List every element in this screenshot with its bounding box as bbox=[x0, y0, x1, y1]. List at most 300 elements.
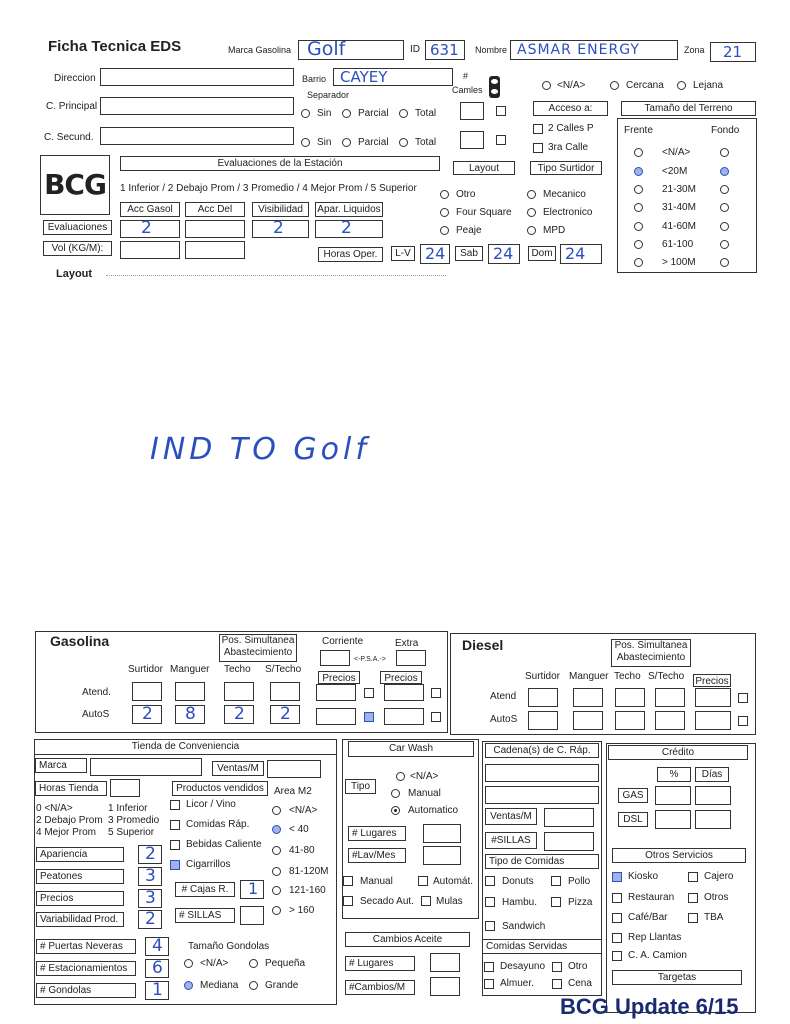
g-atend-techo[interactable] bbox=[224, 682, 254, 701]
sandwich-label: Sandwich bbox=[502, 921, 546, 932]
terreno-fondo-radio-1[interactable] bbox=[720, 167, 729, 176]
area-160-label: > 160 bbox=[289, 905, 315, 916]
form-title: Ficha Tecnica EDS bbox=[48, 38, 182, 55]
diesel-title: Diesel bbox=[462, 637, 504, 653]
terreno-fondo-radio-0[interactable] bbox=[720, 148, 729, 157]
terreno-frente-radio-3[interactable] bbox=[634, 203, 643, 212]
gondola-grande-radio[interactable] bbox=[249, 981, 258, 990]
g-atend-label: Atend. bbox=[82, 687, 111, 698]
proximity-cercana-radio[interactable] bbox=[610, 81, 619, 90]
terreno-fondo-radio-5[interactable] bbox=[720, 240, 729, 249]
camion-check[interactable] bbox=[612, 951, 622, 961]
cw-lavmes-field[interactable] bbox=[423, 846, 461, 865]
eval-apar-value: 2 bbox=[341, 218, 352, 238]
cambios-lugares-label: # Lugares bbox=[345, 956, 415, 971]
lv-label: L-V bbox=[391, 246, 415, 261]
pizza-label: Pizza bbox=[568, 897, 593, 908]
cambios-header: Cambios Aceite bbox=[345, 932, 470, 947]
d-autos-label: AutoS bbox=[490, 714, 518, 725]
cajero-label: Cajero bbox=[704, 871, 734, 882]
camles-hash: # bbox=[463, 71, 469, 81]
d-autos-surtidor[interactable] bbox=[528, 711, 558, 730]
rating-value-3: 2 bbox=[145, 909, 156, 929]
prod-licor-label: Licor / Vino bbox=[186, 799, 236, 810]
cp-sin-radio[interactable] bbox=[301, 109, 310, 118]
cw-na-label: <N/A> bbox=[410, 771, 439, 782]
area-41-80-label: 41-80 bbox=[289, 845, 315, 856]
rating-value-4: 4 bbox=[152, 936, 163, 956]
id-value: 631 bbox=[430, 41, 459, 59]
rating-field-1[interactable] bbox=[138, 867, 162, 886]
cw-automat-label: Automát. bbox=[433, 876, 474, 887]
corriente-field[interactable] bbox=[320, 650, 350, 666]
surtidor-header: Tipo Surtidor bbox=[530, 161, 602, 175]
barrio-label: Barrio bbox=[302, 74, 327, 84]
col-visibilidad: Visibilidad bbox=[252, 202, 309, 217]
evaluaciones-header: Evaluaciones de la Estación bbox=[120, 156, 440, 171]
scale-5: 5 Superior bbox=[108, 827, 155, 838]
credito-dsl-dias[interactable] bbox=[695, 810, 731, 829]
surtidor-mpd-radio[interactable] bbox=[527, 226, 536, 235]
rating-field-3[interactable] bbox=[138, 910, 162, 929]
terreno-frente-radio-2[interactable] bbox=[634, 185, 643, 194]
cadena-ventas-field[interactable] bbox=[544, 808, 594, 827]
area-41-80-radio[interactable] bbox=[272, 846, 281, 855]
rating-field-2[interactable] bbox=[138, 889, 162, 908]
id-field[interactable] bbox=[425, 40, 465, 60]
cadena-field-1[interactable] bbox=[485, 764, 599, 782]
restauran-check[interactable] bbox=[612, 893, 622, 903]
gondola-mediana-radio[interactable] bbox=[184, 981, 193, 990]
gasolina-pos-label: Pos. Simultanea bbox=[221, 635, 295, 646]
cp-total-label: Total bbox=[415, 108, 437, 119]
rating-label-1: Peatones bbox=[36, 869, 124, 884]
eval-acc-gasol-value: 2 bbox=[141, 218, 152, 238]
rating-label-4: # Puertas Neveras bbox=[36, 939, 136, 954]
sab-value: 24 bbox=[493, 244, 514, 263]
id-label: ID bbox=[410, 44, 420, 55]
cambios-cambios-field[interactable] bbox=[430, 977, 460, 996]
diesel-pos-label: Pos. Simultanea bbox=[614, 640, 688, 651]
g-autos-techo[interactable] bbox=[224, 705, 254, 724]
surtidor-electronico-label: Electronico bbox=[543, 207, 593, 218]
cw-na-radio[interactable] bbox=[396, 772, 405, 781]
d-manguer-label: Manguer bbox=[569, 671, 609, 682]
g-stecho-label: S/Techo bbox=[265, 664, 302, 675]
area-160-radio[interactable] bbox=[272, 906, 281, 915]
terreno-fondo-radio-6[interactable] bbox=[720, 258, 729, 267]
evaluaciones-scale: 1 Inferior / 2 Debajo Prom / 3 Promedio / 4 Mejor Prom / 5 Superior bbox=[120, 183, 417, 194]
cs-sin-radio[interactable] bbox=[301, 138, 310, 147]
direccion-field[interactable] bbox=[100, 68, 294, 86]
g-autos-precio-1[interactable] bbox=[316, 708, 356, 725]
tba-label: TBA bbox=[704, 912, 724, 923]
zona-field[interactable] bbox=[710, 42, 756, 62]
desayuno-label: Desayuno bbox=[500, 961, 546, 972]
g-autos-surtidor-value: 2 bbox=[142, 704, 153, 724]
cw-auto-label: Automatico bbox=[408, 805, 459, 816]
otros-servicios-header: Otros Servicios bbox=[612, 848, 746, 863]
cp-total-radio[interactable] bbox=[399, 109, 408, 118]
gondola-pequena-label: Pequeña bbox=[265, 958, 306, 969]
cw-mulas-check[interactable] bbox=[421, 896, 431, 906]
rating-field-0[interactable] bbox=[138, 845, 162, 864]
acceso-header: Acceso a: bbox=[533, 101, 608, 116]
direccion-label: Direccion bbox=[54, 73, 96, 84]
dom-field[interactable] bbox=[560, 244, 602, 264]
vol-field-2[interactable] bbox=[185, 241, 245, 259]
eval-visibilidad-field[interactable] bbox=[252, 220, 309, 238]
rep-llantas-check[interactable] bbox=[612, 933, 622, 943]
tba-check[interactable] bbox=[688, 913, 698, 923]
cw-auto-radio[interactable] bbox=[391, 806, 400, 815]
cafe-label: Café/Bar bbox=[628, 912, 668, 923]
gasolina-pos-box bbox=[219, 634, 297, 662]
eval-acc-del-field[interactable] bbox=[185, 220, 245, 238]
vol-label: Vol (KG/M): bbox=[43, 241, 112, 256]
layout-peaje-label: Peaje bbox=[456, 225, 482, 236]
terreno-fondo-radio-4[interactable] bbox=[720, 222, 729, 231]
dom-label: Dom bbox=[528, 246, 556, 261]
carwash-tipo-label: Tipo bbox=[345, 779, 376, 794]
vol-field-1[interactable] bbox=[120, 241, 180, 259]
nombre-value: ASMAR ENERGY bbox=[517, 42, 640, 58]
gondola-grande-label: Grande bbox=[265, 980, 299, 991]
barrio-field[interactable] bbox=[333, 68, 453, 86]
pollo-check[interactable] bbox=[551, 876, 561, 886]
cp-parcial-radio[interactable] bbox=[342, 109, 351, 118]
d-atend-stecho[interactable] bbox=[655, 688, 685, 707]
credito-pct-label: % bbox=[657, 767, 691, 782]
proximity-lejana-label: Lejana bbox=[693, 80, 724, 91]
terreno-row-label-5: 61-100 bbox=[662, 239, 694, 250]
lv-field[interactable] bbox=[420, 244, 450, 264]
cp-camles-check[interactable] bbox=[496, 106, 506, 116]
cambios-cambios-label: #Cambios/M bbox=[345, 980, 415, 995]
camles-label: Camles bbox=[452, 85, 483, 95]
cambios-lugares-field[interactable] bbox=[430, 953, 460, 972]
cw-secado-check[interactable] bbox=[343, 896, 353, 906]
otros-check[interactable] bbox=[688, 893, 698, 903]
area-81-120-label: 81-120M bbox=[289, 866, 329, 877]
dom-value: 24 bbox=[565, 244, 586, 263]
g-precios-2-label: Precios bbox=[380, 671, 422, 684]
nombre-label: Nombre bbox=[475, 45, 508, 55]
scale-3: 3 Promedio bbox=[108, 815, 160, 826]
d-atend-techo[interactable] bbox=[615, 688, 645, 707]
d-atend-check[interactable] bbox=[738, 693, 748, 703]
prod-bebidas-check[interactable] bbox=[170, 840, 180, 850]
gondola-mediana-label: Mediana bbox=[200, 980, 239, 991]
rating-field-5[interactable] bbox=[145, 959, 169, 978]
separador-label: Separador bbox=[307, 90, 350, 100]
g-atend-surtidor[interactable] bbox=[132, 682, 162, 701]
layout-foursquare-radio[interactable] bbox=[440, 208, 449, 217]
prod-cigarrillos-check[interactable] bbox=[170, 860, 180, 870]
terreno-row-label-6: > 100M bbox=[662, 257, 696, 268]
cadena-ventas-label: Ventas/M bbox=[485, 808, 537, 825]
tipo-comidas-header: Tipo de Comidas bbox=[485, 854, 599, 869]
acceso-3calle-check[interactable] bbox=[533, 143, 543, 153]
gondola-na-label: <N/A> bbox=[200, 958, 229, 969]
layout-dotted-line bbox=[106, 275, 446, 276]
tienda-ventas-label: Ventas/M bbox=[212, 761, 264, 776]
g-atend-check-1[interactable] bbox=[364, 688, 374, 698]
eval-apar-field[interactable] bbox=[315, 220, 383, 238]
layout-header: Layout bbox=[453, 161, 515, 175]
cw-lugares-label: # Lugares bbox=[348, 826, 406, 841]
g-techo-label: Techo bbox=[224, 664, 251, 675]
terreno-frente-radio-6[interactable] bbox=[634, 258, 643, 267]
traffic-light-icon bbox=[489, 76, 500, 98]
prod-comidas-check[interactable] bbox=[170, 820, 180, 830]
gasolina-title: Gasolina bbox=[50, 633, 110, 649]
terreno-frente-radio-5[interactable] bbox=[634, 240, 643, 249]
carwash-header: Car Wash bbox=[348, 741, 474, 757]
g-autos-check-2[interactable] bbox=[431, 712, 441, 722]
terreno-row-label-4: 41-60M bbox=[662, 221, 696, 232]
cs-total-label: Total bbox=[415, 137, 437, 148]
hambu-check[interactable] bbox=[485, 897, 495, 907]
terreno-row-label-2: 21-30M bbox=[662, 184, 696, 195]
g-atend-stecho[interactable] bbox=[270, 682, 300, 701]
area-81-120-radio[interactable] bbox=[272, 867, 281, 876]
credito-dsl-pct[interactable] bbox=[655, 810, 691, 829]
d-autos-techo[interactable] bbox=[615, 711, 645, 730]
marca-value: Golf bbox=[307, 38, 346, 60]
terreno-header: Tamaño del Terreno bbox=[621, 101, 756, 116]
lv-value: 24 bbox=[425, 244, 446, 263]
cs-total-radio[interactable] bbox=[399, 138, 408, 147]
area-na-label: <N/A> bbox=[289, 805, 318, 816]
zona-value: 21 bbox=[723, 43, 743, 61]
cw-automat-check[interactable] bbox=[418, 876, 428, 886]
area-label: Area M2 bbox=[274, 786, 312, 797]
g-autos-label: AutoS bbox=[82, 709, 110, 720]
g-autos-check-1[interactable] bbox=[364, 712, 374, 722]
area-40-radio[interactable] bbox=[272, 825, 281, 834]
cadena-sillas-label: #SILLAS bbox=[485, 832, 537, 849]
cena-label: Cena bbox=[568, 978, 592, 989]
rating-label-0: Apariencia bbox=[36, 847, 124, 862]
d-autos-precio[interactable] bbox=[695, 711, 731, 730]
scale-2: 2 Debajo Prom bbox=[36, 815, 103, 826]
cafe-check[interactable] bbox=[612, 913, 622, 923]
proximity-na-label: <N/A> bbox=[557, 80, 586, 91]
layout-label: Layout bbox=[56, 268, 93, 280]
rating-label-6: # Gondolas bbox=[36, 983, 136, 998]
camion-label: C. A. Camion bbox=[628, 950, 687, 961]
rep-llantas-label: Rep Llantas bbox=[628, 932, 682, 943]
terreno-row-label-1: <20M bbox=[662, 166, 688, 177]
d-atend-manguer[interactable] bbox=[573, 688, 603, 707]
tienda-marca-field[interactable] bbox=[90, 758, 202, 776]
nombre-field[interactable] bbox=[510, 40, 678, 60]
g-autos-stecho[interactable] bbox=[270, 705, 300, 724]
cp-parcial-label: Parcial bbox=[358, 108, 389, 119]
credito-gas-pct[interactable] bbox=[655, 786, 691, 805]
sab-field[interactable] bbox=[488, 244, 520, 264]
barrio-value: CAYEY bbox=[340, 68, 388, 86]
cajas-field[interactable] bbox=[240, 880, 264, 899]
diesel-abast-label: Abastecimiento bbox=[616, 652, 686, 663]
terreno-frente: Frente bbox=[624, 125, 653, 136]
evaluaciones-row-label: Evaluaciones bbox=[43, 220, 112, 235]
rating-value-1: 3 bbox=[145, 866, 156, 886]
cp-sin-label: Sin bbox=[317, 108, 332, 119]
cadena-sillas-field[interactable] bbox=[544, 832, 594, 851]
tienda-sillas-field[interactable] bbox=[240, 906, 264, 925]
extra-field[interactable] bbox=[396, 650, 426, 666]
d-autos-check[interactable] bbox=[738, 716, 748, 726]
scale-1: 1 Inferior bbox=[108, 803, 148, 814]
handwritten-note: IND TO Golf bbox=[150, 432, 370, 467]
marca-label: Marca Gasolina bbox=[228, 45, 292, 55]
proximity-lejana-radio[interactable] bbox=[677, 81, 686, 90]
desayuno-check[interactable] bbox=[484, 962, 494, 972]
cs-camles-field[interactable] bbox=[460, 131, 484, 149]
otro-check[interactable] bbox=[552, 962, 562, 972]
terreno-fondo-radio-3[interactable] bbox=[720, 203, 729, 212]
col-apar-liquidos: Apar. Liquidos bbox=[315, 202, 383, 217]
rating-value-6: 1 bbox=[152, 980, 163, 1000]
otro-label: Otro bbox=[568, 961, 588, 972]
cadena-field-2[interactable] bbox=[485, 786, 599, 804]
tienda-header: Tienda de Conveniencia bbox=[34, 739, 337, 755]
tarjetas-header: Targetas bbox=[612, 970, 742, 985]
eval-visibilidad-value: 2 bbox=[273, 218, 284, 238]
cena-check[interactable] bbox=[552, 979, 562, 989]
cw-lugares-field[interactable] bbox=[423, 824, 461, 843]
gondola-pequena-radio[interactable] bbox=[249, 959, 258, 968]
g-atend-precio-1[interactable] bbox=[316, 684, 356, 701]
g-atend-check-2[interactable] bbox=[431, 688, 441, 698]
layout-peaje-radio[interactable] bbox=[440, 226, 449, 235]
pizza-check[interactable] bbox=[551, 897, 561, 907]
eval-acc-gasol-field[interactable] bbox=[120, 220, 180, 238]
surtidor-mecanico-radio[interactable] bbox=[527, 190, 536, 199]
prod-comidas-label: Comidas Ráp. bbox=[186, 819, 250, 830]
extra-label: Extra bbox=[395, 638, 419, 649]
g-atend-manguer[interactable] bbox=[175, 682, 205, 701]
g-autos-surtidor[interactable] bbox=[132, 705, 162, 724]
d-atend-precio[interactable] bbox=[695, 688, 731, 707]
comidas-servidas-header: Comidas Servidas bbox=[482, 939, 602, 954]
cp-camles-field[interactable] bbox=[460, 102, 484, 120]
g-autos-manguer-value: 8 bbox=[185, 704, 196, 724]
area-na-radio[interactable] bbox=[272, 806, 281, 815]
g-precios-1-label: Precios bbox=[318, 671, 360, 684]
d-atend-surtidor[interactable] bbox=[528, 688, 558, 707]
footer-update-label: BCG Update 6/15 bbox=[560, 994, 739, 1019]
bcg-logo: BCG bbox=[40, 155, 110, 215]
tienda-ventas-field[interactable] bbox=[267, 760, 321, 778]
terreno-frente-radio-4[interactable] bbox=[634, 222, 643, 231]
d-autos-manguer[interactable] bbox=[573, 711, 603, 730]
cw-lavmes-label: #Lav/Mes bbox=[348, 848, 406, 863]
surtidor-electronico-radio[interactable] bbox=[527, 208, 536, 217]
acceso-2calles-check[interactable] bbox=[533, 124, 543, 134]
surtidor-mpd-label: MPD bbox=[543, 225, 566, 236]
rating-label-5: # Estacionamientos bbox=[36, 961, 136, 976]
rating-label-3: Variabilidad Prod. bbox=[36, 912, 124, 927]
donuts-label: Donuts bbox=[502, 876, 534, 887]
prod-licor-check[interactable] bbox=[170, 800, 180, 810]
cw-mulas-label: Mulas bbox=[436, 896, 463, 907]
kiosko-label: Kiosko bbox=[628, 871, 659, 882]
proximity-cercana-label: Cercana bbox=[626, 80, 664, 91]
hambu-label: Hambu. bbox=[502, 897, 538, 908]
g-autos-precio-2[interactable] bbox=[384, 708, 424, 725]
d-surtidor-label: Surtidor bbox=[525, 671, 561, 682]
cw-manual2-label: Manual bbox=[360, 876, 393, 887]
almuer-check[interactable] bbox=[484, 979, 494, 989]
d-techo-label: Techo bbox=[614, 671, 641, 682]
acceso-2calles-label: 2 Calles P bbox=[548, 123, 594, 134]
rating-field-4[interactable] bbox=[145, 937, 169, 956]
d-autos-stecho[interactable] bbox=[655, 711, 685, 730]
area-121-160-radio[interactable] bbox=[272, 886, 281, 895]
terreno-fondo-radio-2[interactable] bbox=[720, 185, 729, 194]
d-atend-label: Atend bbox=[490, 691, 517, 702]
credito-gas-dias[interactable] bbox=[695, 786, 731, 805]
cw-manual-check[interactable] bbox=[343, 876, 353, 886]
rating-value-0: 2 bbox=[145, 844, 156, 864]
proximity-na-radio[interactable] bbox=[542, 81, 551, 90]
tienda-sillas-label: # SILLAS bbox=[175, 908, 235, 923]
cw-manual-radio[interactable] bbox=[391, 789, 400, 798]
terreno-frente-radio-1[interactable] bbox=[634, 167, 643, 176]
cajero-check[interactable] bbox=[688, 872, 698, 882]
credito-dias-label: Días bbox=[695, 767, 729, 782]
prod-bebidas-label: Bebidas Caliente bbox=[186, 839, 262, 850]
horas-oper-label: Horas Oper. bbox=[318, 247, 383, 262]
g-autos-manguer[interactable] bbox=[175, 705, 205, 724]
c-secund-field[interactable] bbox=[100, 127, 294, 145]
restauran-label: Restauran bbox=[628, 892, 675, 903]
rating-field-6[interactable] bbox=[145, 981, 169, 1000]
tienda-horas-field[interactable] bbox=[110, 779, 140, 797]
g-manguer-label: Manguer bbox=[170, 664, 210, 675]
cs-camles-check[interactable] bbox=[496, 135, 506, 145]
terreno-row-label-3: 31-40M bbox=[662, 202, 696, 213]
rating-label-2: Precios bbox=[36, 891, 124, 906]
zona-label: Zona bbox=[684, 45, 705, 55]
area-40-label: < 40 bbox=[289, 824, 309, 835]
kiosko-check[interactable] bbox=[612, 872, 622, 882]
col-acc-del: Acc Del bbox=[185, 202, 245, 217]
c-principal-field[interactable] bbox=[100, 97, 294, 115]
cw-secado-label: Secado Aut. bbox=[360, 896, 414, 907]
cs-parcial-radio[interactable] bbox=[342, 138, 351, 147]
layout-otro-label: Otro bbox=[456, 189, 476, 200]
gondola-na-radio[interactable] bbox=[184, 959, 193, 968]
cw-manual-label: Manual bbox=[408, 788, 441, 799]
g-atend-precio-2[interactable] bbox=[384, 684, 424, 701]
productos-header: Productos vendidos bbox=[172, 781, 268, 796]
terreno-frente-radio-0[interactable] bbox=[634, 148, 643, 157]
layout-otro-radio[interactable] bbox=[440, 190, 449, 199]
sandwich-check[interactable] bbox=[485, 921, 495, 931]
psa-label: <-P.S.A.-> bbox=[354, 656, 386, 663]
tienda-horas-label: Horas Tienda bbox=[35, 781, 107, 796]
col-acc-gasol: Acc Gasol bbox=[120, 202, 180, 217]
marca-field[interactable] bbox=[298, 40, 404, 60]
c-principal-label: C. Principal bbox=[46, 101, 98, 112]
surtidor-mecanico-label: Mecanico bbox=[543, 189, 586, 200]
cajas-label: # Cajas R. bbox=[175, 882, 235, 897]
donuts-check[interactable] bbox=[485, 876, 495, 886]
